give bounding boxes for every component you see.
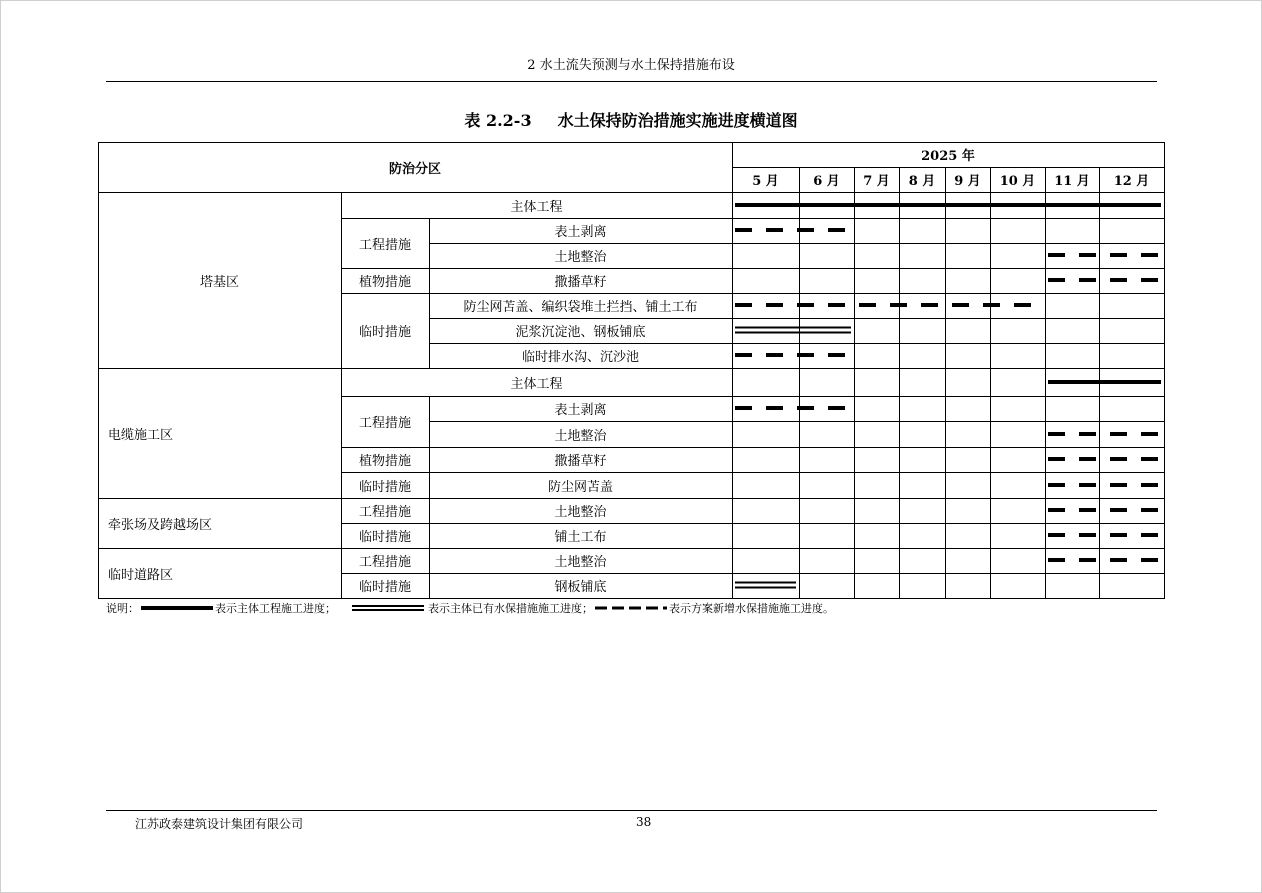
category-eng: 工程措施 — [358, 416, 411, 431]
month-header-9: 9 月 — [954, 174, 981, 189]
category-eng: 工程措施 — [358, 505, 411, 520]
item-main-works: 主体工程 — [510, 199, 563, 215]
legend-existing-text: 表示主体已有水保措施施工进度； — [428, 602, 593, 615]
item-grass-seeding: 撒播草籽 — [554, 454, 607, 469]
caption-title: 水土保持防治措施实施进度横道图 — [557, 111, 798, 130]
zone-header: 防治分区 — [388, 161, 441, 177]
item-topsoil-stripping: 表土剥离 — [554, 225, 607, 240]
item-grass-seeding: 撒播草籽 — [554, 275, 607, 290]
legend-prefix: 说明： — [106, 602, 139, 615]
header-rule — [106, 81, 1157, 82]
legend-main-line-icon — [139, 603, 215, 613]
legend-note — [106, 600, 834, 616]
legend-new-line-icon — [593, 603, 669, 613]
item-main-works: 主体工程 — [510, 376, 563, 392]
footer-company: 江苏政泰建筑设计集团有限公司 — [135, 817, 304, 831]
item-land-rehab: 土地整治 — [554, 428, 607, 444]
month-header-6: 6 月 — [813, 174, 840, 189]
month-header-10: 10 月 — [999, 174, 1036, 189]
month-header-7: 7 月 — [863, 174, 890, 189]
month-header-8: 8 月 — [908, 174, 936, 189]
footer-rule — [106, 810, 1157, 811]
month-header-5: 5 月 — [752, 174, 779, 189]
category-temp: 临时措施 — [358, 479, 411, 495]
zone-tower: 塔基区 — [199, 274, 239, 290]
item-dust-net: 防尘网苫盖 — [547, 479, 613, 495]
legend-new-text: 表示方案新增水保措施施工进度。 — [669, 602, 834, 615]
legend-main-text: 表示主体工程施工进度； — [215, 602, 336, 615]
category-plant: 植物措施 — [358, 275, 411, 290]
item-topsoil-stripping: 表土剥离 — [554, 403, 607, 418]
schedule-bars — [98, 142, 1165, 599]
item-geotextile: 铺土工布 — [554, 530, 607, 545]
zone-temp-road: 临时道路区 — [108, 567, 174, 583]
month-header-11: 11 月 — [1054, 174, 1090, 189]
zone-cable: 电缆施工区 — [108, 427, 174, 443]
category-eng: 工程措施 — [358, 555, 411, 570]
page-number: 38 — [636, 815, 652, 829]
month-header-12: 12 月 — [1113, 174, 1150, 189]
item-dust-net: 防尘网苫盖、编织袋堆土拦挡、铺土工布 — [463, 300, 698, 315]
category-plant: 植物措施 — [358, 454, 411, 469]
category-temp: 临时措施 — [358, 325, 411, 340]
year-header: 2025 年 — [921, 149, 975, 164]
item-mud-pond: 泥浆沉淀池、钢板铺底 — [515, 325, 646, 340]
category-eng: 工程措施 — [358, 237, 411, 253]
caption-number: 表 2.2-3 — [464, 111, 532, 130]
item-land-rehab: 土地整治 — [554, 250, 607, 265]
running-header: 2 水土流失预测与水土保持措施布设 — [527, 58, 735, 73]
category-temp: 临时措施 — [358, 580, 411, 595]
zone-tension-field: 牵张场及跨越场区 — [108, 517, 213, 533]
legend-existing-line-icon — [350, 603, 428, 613]
table-caption — [0, 108, 1262, 131]
item-land-rehab: 土地整治 — [554, 505, 607, 520]
item-drainage: 临时排水沟、沉沙池 — [521, 350, 639, 365]
item-land-rehab: 土地整治 — [554, 555, 607, 570]
category-temp: 临时措施 — [358, 530, 411, 545]
item-steel-plate: 钢板铺底 — [554, 580, 607, 595]
